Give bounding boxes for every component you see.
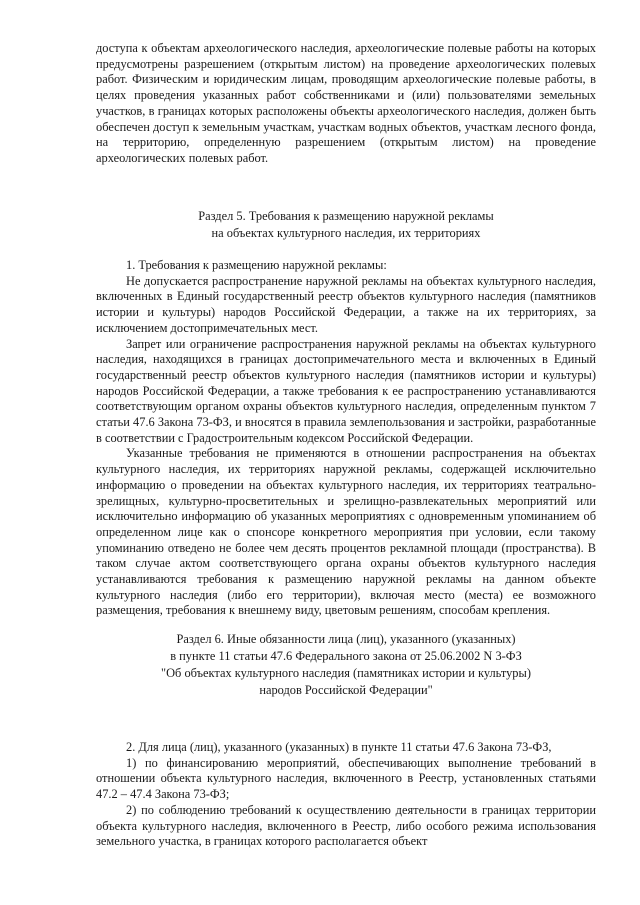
section5-heading <box>96 208 596 242</box>
intro-block <box>96 41 596 167</box>
intro-paragraph: доступа к объектам археологического наследия, археологические полевые работы на которых предусмотрены разрешением (открытым листом) на проведение археологических полевых работ. Физическим и юридическим лицам, проводящим археологические полевые работы, в целях проведения указанных работ собственниками и (или) пользователями земельных участков, в границах которых расположены объекты археологического наследия, должен быть обеспечен доступ к земельным участкам, участкам водных объектов, участкам лесного фонда, на территорию, определенную разрешением (открытым листом) на проведение археологических полевых работ. <box>96 41 596 165</box>
section5-heading-line1: Раздел 5. Требования к размещению наружной рекламы <box>198 209 494 223</box>
section6-sub1: 1) по финансированию мероприятий, обеспечивающих выполнение требований в отношении объекта культурного наследия, включенного в Реестр, установленных статьями 47.2 – 47.4 Закона 73-ФЗ; <box>96 755 596 802</box>
section6-sub2: 2) по соблюдению требований к осуществлению деятельности в границах территории объекта культурного наследия, включенного в Реестр, либо особого режима использования земельного участка, в границах которого располагается объект <box>96 802 596 849</box>
section6-heading-line1: Раздел 6. Иные обязанности лица (лиц), указанного (указанных) <box>176 632 516 646</box>
section5-para1: Не допускается распространение наружной рекламы на объектах культурного наследия, включенных в Единый государственный реестр объектов культурного наследия (памятников истории и культуры) народов Российской Федерации, а также на их территориях, за исключением достопримечательных мест. <box>96 273 596 335</box>
section6-heading-line2: в пункте 11 статьи 47.6 Федерального закона от 25.06.2002 N 3-ФЗ <box>170 649 522 663</box>
section6-item2-title: 2. Для лица (лиц), указанного (указанных) в пункте 11 статьи 47.6 Закона 73-ФЗ, <box>126 740 552 754</box>
section5-body <box>96 258 596 619</box>
section6-heading <box>96 631 596 699</box>
section5-heading-line2: на объектах культурного наследия, их территориях <box>211 226 481 240</box>
section6-heading-line3: "Об объектах культурного наследия (памятниках истории и культуры) <box>161 666 531 680</box>
section6-heading-line4: народов Российской Федерации" <box>259 683 433 697</box>
section5-para2: Запрет или ограничение распространения наружной рекламы на объектах культурного наследия, находящихся в границах достопримечательного места и включенных в Единый государственный реестр объектов культурного наследия (памятников истории и культуры) народов Российской Федерации, а также требования к ее распространению устанавливаются соответствующим органом охраны объектов культурного наследия, определенным пунктом 7 статьи 47.6 Закона 73-ФЗ, и вносятся в правила землепользования и застройки, разработанные в соответствии с Градостроительным кодексом Российской Федерации. <box>96 336 596 445</box>
section5-item1-title: 1. Требования к размещению наружной рекламы: <box>126 258 387 272</box>
section5-para3: Указанные требования не применяются в отношении распространения на объектах культурного наследия, их территориях наружной рекламы, содержащей исключительно информацию о проведении на объектах культурного наследия, их территориях театрально-зрелищных, культурно-просветительных и зрелищно-развлекательных мероприятий или исключительно информацию об указанных мероприятиях с одновременным упоминанием об определенном лице как о спонсоре конкретного мероприятия при условии, если такому упоминанию отведено не более чем десять процентов рекламной площади (пространства). В таком случае актом соответствующего органа охраны объектов культурного наследия устанавливаются требования к размещению наружной рекламы на данном объекте культурного наследия (либо его территории), включая место (места) ее возможного размещения, требования к внешнему виду, цветовым решениям, способам крепления. <box>96 446 596 618</box>
section6-body <box>96 740 596 850</box>
